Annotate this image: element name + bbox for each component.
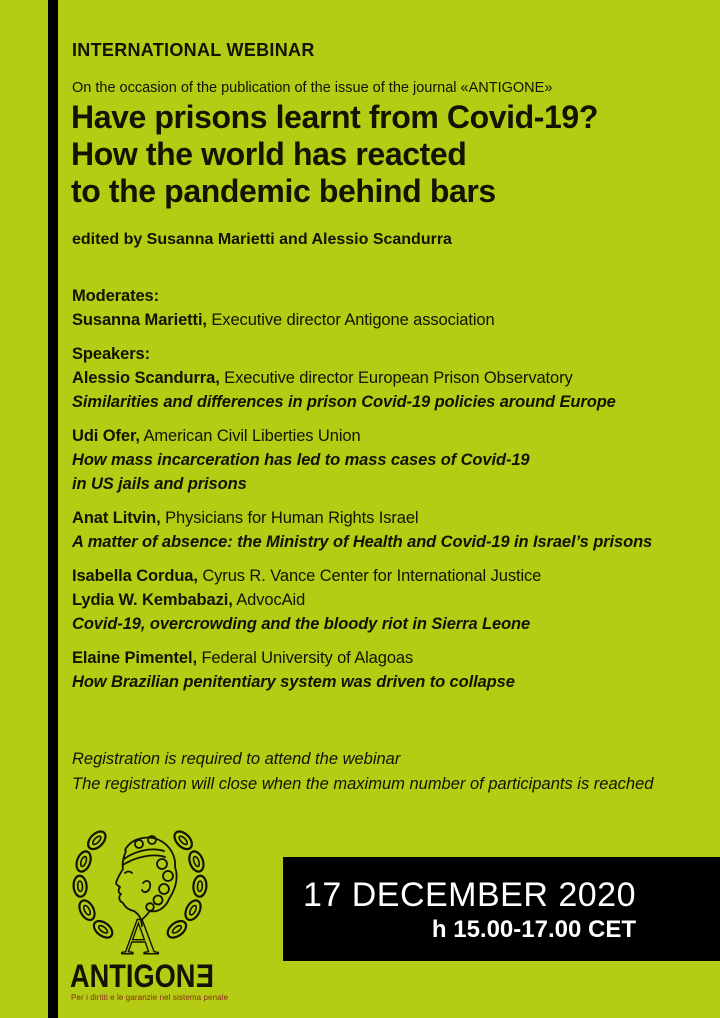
kicker: INTERNATIONAL WEBINAR xyxy=(72,40,315,60)
speaker-line xyxy=(72,646,690,670)
antigone-logo xyxy=(64,820,234,1002)
speaker-affiliation: Cyrus R. Vance Center for International Justice xyxy=(202,567,542,585)
program-group xyxy=(72,564,690,636)
program-group xyxy=(72,424,690,496)
program-list xyxy=(72,284,690,704)
program-group xyxy=(72,506,690,554)
speaker-line xyxy=(72,308,690,332)
speaker-lines xyxy=(72,564,690,612)
wordmark-prefix: ANTIGON xyxy=(70,958,196,994)
speaker-lines xyxy=(72,424,690,448)
talk-title-lines xyxy=(72,530,690,554)
edited-by: edited by Susanna Marietti and Alessio Scandurra xyxy=(72,231,452,248)
title-line: to the pandemic behind bars xyxy=(71,173,496,209)
registration-line: Registration is required to attend the webinar xyxy=(72,750,401,768)
talk-title-line: in US jails and prisons xyxy=(72,475,247,493)
speaker-lines xyxy=(72,308,690,332)
speaker-lines xyxy=(72,646,690,670)
speaker-affiliation: Physicians for Human Rights Israel xyxy=(165,509,419,527)
speaker-line xyxy=(72,424,690,448)
speaker-lines xyxy=(72,506,690,530)
title-line: Have prisons learnt from Covid-19? xyxy=(71,99,598,135)
talk-title-line: Covid-19, overcrowding and the bloody riot in Sierra Leone xyxy=(72,615,531,633)
speaker-line xyxy=(72,506,690,530)
antigone-wordmark xyxy=(70,958,214,994)
program-group-label: Speakers: xyxy=(72,345,150,363)
registration-note xyxy=(72,747,653,797)
speaker-name: Elaine Pimentel, xyxy=(72,649,197,667)
event-time: h 15.00-17.00 CET xyxy=(431,915,636,943)
talk-title-lines xyxy=(72,448,690,496)
antigone-tagline: Per i diritti e le garanzie nel sistema penale xyxy=(71,993,229,1002)
program-group xyxy=(72,284,690,332)
talk-title-line: How mass incarceration has led to mass cases of Covid-19 xyxy=(72,451,530,469)
program-group-label: Moderates: xyxy=(72,287,160,305)
speaker-name: Lydia W. Kembabazi, xyxy=(72,591,233,609)
program-group xyxy=(72,342,690,414)
talk-title-lines xyxy=(72,670,690,694)
chained-head-illustration xyxy=(64,820,216,958)
speaker-affiliation: Executive director Antigone association xyxy=(211,311,495,329)
speaker-name: Isabella Cordua, xyxy=(72,567,198,585)
poster-title xyxy=(71,99,598,210)
talk-title-line: A matter of absence: the Ministry of Health and Covid-19 in Israel’s prisons xyxy=(72,533,653,551)
speaker-line xyxy=(72,564,690,588)
event-date: 17 DECEMBER 2020 xyxy=(302,875,636,914)
talk-title-line: How Brazilian penitentiary system was driven to collapse xyxy=(72,673,515,691)
speaker-name: Anat Litvin, xyxy=(72,509,161,527)
speaker-affiliation: American Civil Liberties Union xyxy=(143,427,361,445)
occasion-line: On the occasion of the publication of the issue of the journal «ANTIGONE» xyxy=(72,80,553,96)
program-group xyxy=(72,646,690,694)
speaker-line xyxy=(72,588,690,612)
talk-title-lines xyxy=(72,390,690,414)
speaker-name: Udi Ofer, xyxy=(72,427,140,445)
reversed-e-glyph: E xyxy=(195,958,214,994)
speaker-affiliation: Executive director European Prison Observatory xyxy=(224,369,573,387)
title-line: How the world has reacted xyxy=(71,136,467,172)
speaker-affiliation: AdvocAid xyxy=(236,591,306,609)
speaker-affiliation: Federal University of Alagoas xyxy=(201,649,414,667)
talk-title-lines xyxy=(72,612,690,636)
date-banner xyxy=(283,857,720,961)
talk-title-line: Similarities and differences in prison Covid-19 policies around Europe xyxy=(72,393,616,411)
speaker-name: Alessio Scandurra, xyxy=(72,369,220,387)
left-edge-bar xyxy=(48,0,58,1018)
speaker-name: Susanna Marietti, xyxy=(72,311,207,329)
registration-line: The registration will close when the maximum number of participants is reached xyxy=(72,775,654,793)
speaker-lines xyxy=(72,366,690,390)
svg-text:A: A xyxy=(121,909,159,958)
speaker-line xyxy=(72,366,690,390)
